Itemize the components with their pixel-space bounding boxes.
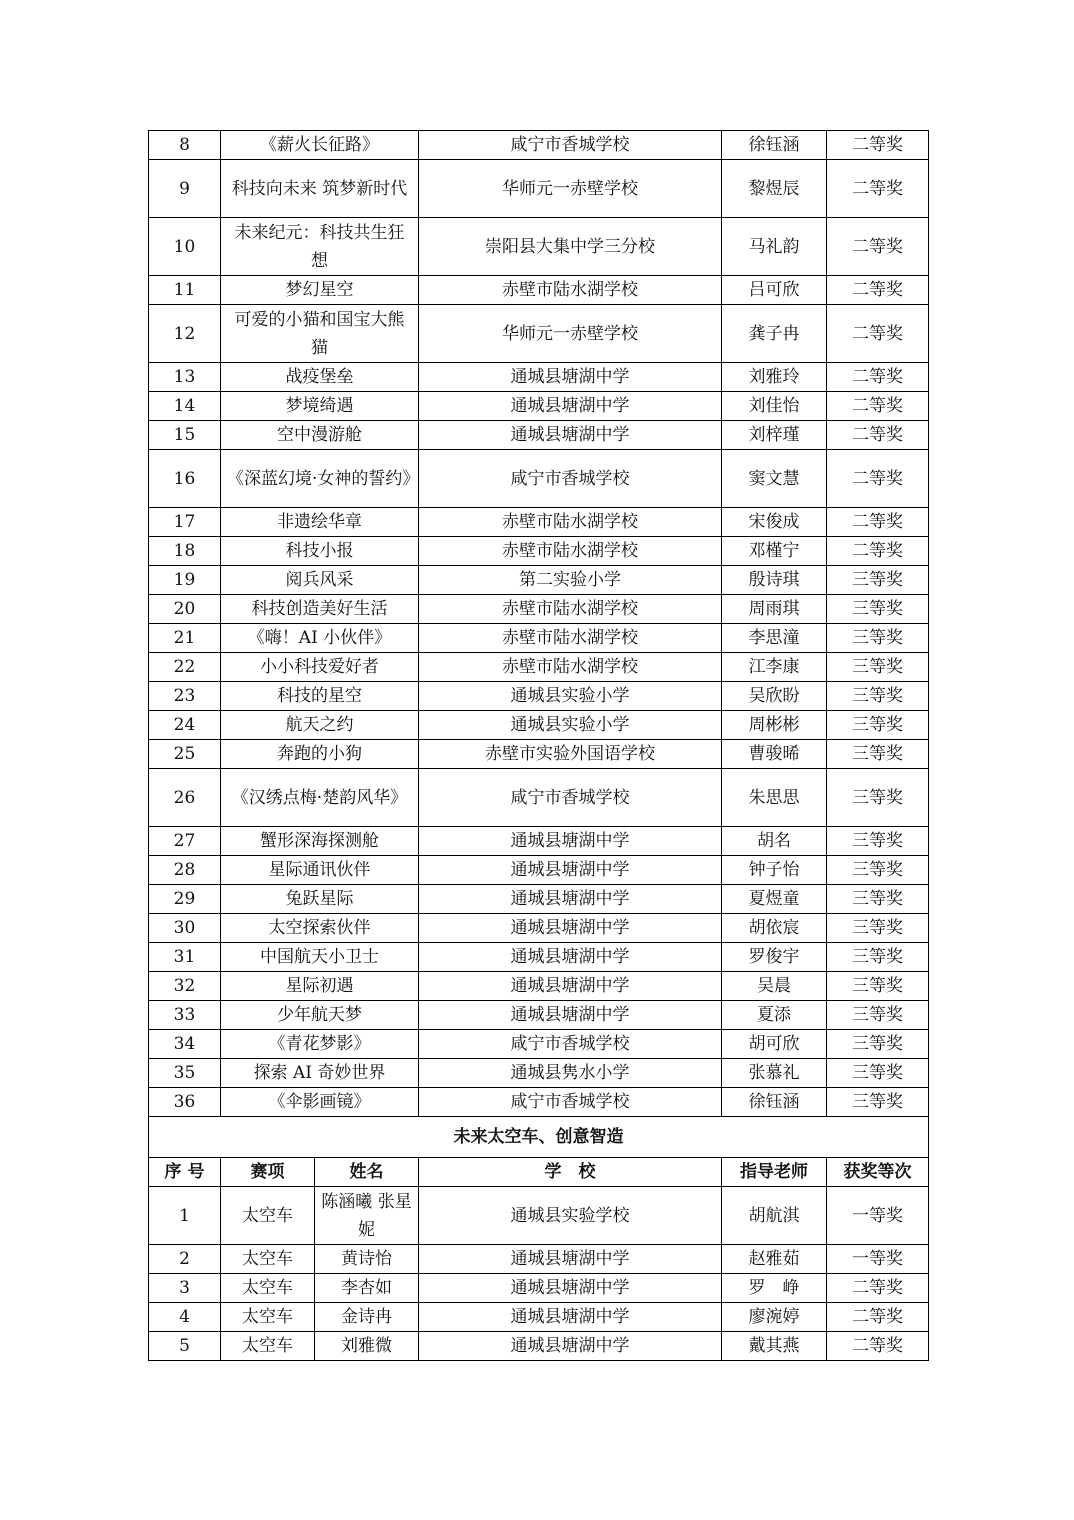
school-cell: 华师元一赤壁学校 [419, 305, 722, 363]
school-cell: 咸宁市香城学校 [419, 450, 722, 508]
work-title-cell: 非遗绘华章 [221, 508, 419, 537]
row-number-cell: 8 [149, 131, 221, 160]
work-title-cell: 奔跑的小狗 [221, 740, 419, 769]
work-title-cell: 《青花梦影》 [221, 1030, 419, 1059]
student-name-cell: 徐钰涵 [722, 1088, 827, 1117]
row-number-cell: 26 [149, 769, 221, 827]
student-name-cell: 胡可欣 [722, 1030, 827, 1059]
work-title-cell: 科技的星空 [221, 682, 419, 711]
school-cell: 咸宁市香城学校 [419, 769, 722, 827]
student-name-cell: 黎煜辰 [722, 160, 827, 218]
school-cell: 通城县实验小学 [419, 682, 722, 711]
row-number-cell: 24 [149, 711, 221, 740]
school-cell: 通城县实验小学 [419, 711, 722, 740]
school-cell: 通城县塘湖中学 [419, 1245, 722, 1274]
table-row [149, 1245, 929, 1274]
work-title-cell: 科技小报 [221, 537, 419, 566]
table-row [149, 537, 929, 566]
student-name-cell: 钟子怡 [722, 856, 827, 885]
award-level-cell: 三等奖 [827, 711, 929, 740]
row-number-cell: 9 [149, 160, 221, 218]
school-cell: 赤壁市陆水湖学校 [419, 624, 722, 653]
table-row [149, 711, 929, 740]
row-number-cell: 27 [149, 827, 221, 856]
row-number-cell: 4 [149, 1303, 221, 1332]
row-number-cell: 5 [149, 1332, 221, 1361]
award-level-cell: 二等奖 [827, 450, 929, 508]
award-level-cell: 三等奖 [827, 1001, 929, 1030]
student-name-cell: 徐钰涵 [722, 131, 827, 160]
table-row [149, 508, 929, 537]
work-title-cell: 战疫堡垒 [221, 363, 419, 392]
school-cell: 崇阳县大集中学三分校 [419, 218, 722, 276]
work-title-cell: 梦幻星空 [221, 276, 419, 305]
table-row [149, 276, 929, 305]
row-number-cell: 36 [149, 1088, 221, 1117]
teacher-cell: 廖涴婷 [722, 1303, 827, 1332]
award-level-cell: 二等奖 [827, 508, 929, 537]
school-cell: 通城县塘湖中学 [419, 392, 722, 421]
row-number-cell: 1 [149, 1187, 221, 1245]
award-level-cell: 二等奖 [827, 392, 929, 421]
school-cell: 赤壁市陆水湖学校 [419, 537, 722, 566]
award-level-cell: 三等奖 [827, 769, 929, 827]
award-level-cell: 二等奖 [827, 537, 929, 566]
row-number-cell: 14 [149, 392, 221, 421]
award-level-cell: 二等奖 [827, 131, 929, 160]
work-title-cell: 中国航天小卫士 [221, 943, 419, 972]
row-number-cell: 2 [149, 1245, 221, 1274]
table-row [149, 1001, 929, 1030]
table-row [149, 1274, 929, 1303]
row-number-cell: 35 [149, 1059, 221, 1088]
row-number-cell: 11 [149, 276, 221, 305]
work-title-cell: 科技创造美好生活 [221, 595, 419, 624]
student-name-cell: 刘佳怡 [722, 392, 827, 421]
award-level-cell: 三等奖 [827, 1030, 929, 1059]
award-level-cell: 三等奖 [827, 885, 929, 914]
header-school: 学 校 [419, 1158, 722, 1187]
table-row [149, 160, 929, 218]
row-number-cell: 29 [149, 885, 221, 914]
school-cell: 咸宁市香城学校 [419, 1088, 722, 1117]
work-title-cell: 《薪火长征路》 [221, 131, 419, 160]
student-name-cell: 江李康 [722, 653, 827, 682]
school-cell: 通城县实验学校 [419, 1187, 722, 1245]
row-number-cell: 16 [149, 450, 221, 508]
school-cell: 通城县塘湖中学 [419, 1332, 722, 1361]
table-row [149, 972, 929, 1001]
work-title-cell: 小小科技爱好者 [221, 653, 419, 682]
row-number-cell: 13 [149, 363, 221, 392]
row-number-cell: 10 [149, 218, 221, 276]
award-level-cell: 一等奖 [827, 1245, 929, 1274]
header-number: 序 号 [149, 1158, 221, 1187]
student-name-cell: 马礼韵 [722, 218, 827, 276]
table-row [149, 305, 929, 363]
event-cell: 太空车 [221, 1332, 315, 1361]
event-cell: 太空车 [221, 1245, 315, 1274]
school-cell: 赤壁市陆水湖学校 [419, 508, 722, 537]
student-name-cell: 夏煜童 [722, 885, 827, 914]
student-name-cell: 窦文慧 [722, 450, 827, 508]
award-level-cell: 三等奖 [827, 740, 929, 769]
work-title-cell: 《深蓝幻境·女神的誓约》 [221, 450, 419, 508]
school-cell: 华师元一赤壁学校 [419, 160, 722, 218]
work-title-cell: 可爱的小猫和国宝大熊猫 [221, 305, 419, 363]
student-name-cell: 罗俊宇 [722, 943, 827, 972]
row-number-cell: 28 [149, 856, 221, 885]
table-row [149, 1332, 929, 1361]
student-name-cell: 邓槿宁 [722, 537, 827, 566]
student-name-cell: 胡依宸 [722, 914, 827, 943]
row-number-cell: 25 [149, 740, 221, 769]
awards-table [148, 130, 929, 1361]
section-title-row [149, 1117, 929, 1158]
table-row [149, 885, 929, 914]
row-number-cell: 15 [149, 421, 221, 450]
student-name-cell: 吕可欣 [722, 276, 827, 305]
student-name-cell: 宋俊成 [722, 508, 827, 537]
row-number-cell: 18 [149, 537, 221, 566]
school-cell: 通城县塘湖中学 [419, 1001, 722, 1030]
row-number-cell: 19 [149, 566, 221, 595]
student-name-cell: 周雨琪 [722, 595, 827, 624]
row-number-cell: 12 [149, 305, 221, 363]
row-number-cell: 30 [149, 914, 221, 943]
row-number-cell: 22 [149, 653, 221, 682]
school-cell: 通城县塘湖中学 [419, 885, 722, 914]
work-title-cell: 蟹形深海探测舱 [221, 827, 419, 856]
student-name-cell: 黄诗怡 [315, 1245, 419, 1274]
school-cell: 通城县塘湖中学 [419, 827, 722, 856]
school-cell: 咸宁市香城学校 [419, 131, 722, 160]
school-cell: 通城县塘湖中学 [419, 363, 722, 392]
table-row [149, 1030, 929, 1059]
school-cell: 咸宁市香城学校 [419, 1030, 722, 1059]
row-number-cell: 23 [149, 682, 221, 711]
student-name-cell: 李思潼 [722, 624, 827, 653]
award-level-cell: 二等奖 [827, 1332, 929, 1361]
table-row [149, 740, 929, 769]
school-cell: 通城县塘湖中学 [419, 943, 722, 972]
work-title-cell: 科技向未来 筑梦新时代 [221, 160, 419, 218]
table-row [149, 682, 929, 711]
award-level-cell: 一等奖 [827, 1187, 929, 1245]
award-level-cell: 二等奖 [827, 1303, 929, 1332]
table-row [149, 1059, 929, 1088]
school-cell: 赤壁市陆水湖学校 [419, 276, 722, 305]
teacher-cell: 罗 峥 [722, 1274, 827, 1303]
award-level-cell: 三等奖 [827, 624, 929, 653]
school-cell: 通城县塘湖中学 [419, 421, 722, 450]
work-title-cell: 《汉绣点梅·楚韵风华》 [221, 769, 419, 827]
event-cell: 太空车 [221, 1187, 315, 1245]
table-row [149, 827, 929, 856]
table-row [149, 914, 929, 943]
work-title-cell: 航天之约 [221, 711, 419, 740]
student-name-cell: 金诗冉 [315, 1303, 419, 1332]
table-row [149, 624, 929, 653]
award-level-cell: 三等奖 [827, 943, 929, 972]
event-cell: 太空车 [221, 1303, 315, 1332]
award-level-cell: 三等奖 [827, 653, 929, 682]
table-row [149, 363, 929, 392]
school-cell: 通城县塘湖中学 [419, 1274, 722, 1303]
row-number-cell: 20 [149, 595, 221, 624]
award-level-cell: 三等奖 [827, 972, 929, 1001]
student-name-cell: 吴晨 [722, 972, 827, 1001]
work-title-cell: 探索 AI 奇妙世界 [221, 1059, 419, 1088]
table-row [149, 653, 929, 682]
header-name: 姓名 [315, 1158, 419, 1187]
student-name-cell: 曹骏晞 [722, 740, 827, 769]
table-row [149, 595, 929, 624]
work-title-cell: 太空探索伙伴 [221, 914, 419, 943]
row-number-cell: 21 [149, 624, 221, 653]
work-title-cell: 未来纪元：科技共生狂想 [221, 218, 419, 276]
student-name-cell: 张慕礼 [722, 1059, 827, 1088]
award-level-cell: 二等奖 [827, 421, 929, 450]
header-award: 获奖等次 [827, 1158, 929, 1187]
work-title-cell: 星际通讯伙伴 [221, 856, 419, 885]
table-row [149, 392, 929, 421]
table-row [149, 566, 929, 595]
award-level-cell: 二等奖 [827, 276, 929, 305]
row-number-cell: 17 [149, 508, 221, 537]
student-name-cell: 龚子冉 [722, 305, 827, 363]
teacher-cell: 胡航淇 [722, 1187, 827, 1245]
table-row [149, 131, 929, 160]
header-teacher: 指导老师 [722, 1158, 827, 1187]
school-cell: 通城县塘湖中学 [419, 972, 722, 1001]
school-cell: 第二实验小学 [419, 566, 722, 595]
school-cell: 赤壁市实验外国语学校 [419, 740, 722, 769]
work-title-cell: 《嗨！AI 小伙伴》 [221, 624, 419, 653]
award-level-cell: 三等奖 [827, 827, 929, 856]
header-event: 赛项 [221, 1158, 315, 1187]
work-title-cell: 梦境绮遇 [221, 392, 419, 421]
work-title-cell: 少年航天梦 [221, 1001, 419, 1030]
award-level-cell: 三等奖 [827, 1059, 929, 1088]
student-name-cell: 刘梓瑾 [722, 421, 827, 450]
award-level-cell: 三等奖 [827, 856, 929, 885]
table-row [149, 856, 929, 885]
student-name-cell: 刘雅微 [315, 1332, 419, 1361]
student-name-cell: 胡名 [722, 827, 827, 856]
table-row [149, 769, 929, 827]
table-row [149, 943, 929, 972]
row-number-cell: 33 [149, 1001, 221, 1030]
work-title-cell: 阅兵风采 [221, 566, 419, 595]
award-level-cell: 二等奖 [827, 218, 929, 276]
row-number-cell: 32 [149, 972, 221, 1001]
table-row [149, 421, 929, 450]
table-row [149, 1088, 929, 1117]
award-level-cell: 三等奖 [827, 595, 929, 624]
table-row [149, 1303, 929, 1332]
school-cell: 赤壁市陆水湖学校 [419, 653, 722, 682]
school-cell: 通城县塘湖中学 [419, 914, 722, 943]
student-name-cell: 吴欣盼 [722, 682, 827, 711]
table-row [149, 450, 929, 508]
section-title: 未来太空车、创意智造 [149, 1117, 929, 1158]
table-row [149, 1187, 929, 1245]
award-level-cell: 三等奖 [827, 914, 929, 943]
student-name-cell: 朱思思 [722, 769, 827, 827]
award-level-cell: 二等奖 [827, 363, 929, 392]
student-name-cell: 夏添 [722, 1001, 827, 1030]
student-name-cell: 刘雅玲 [722, 363, 827, 392]
table-header-row [149, 1158, 929, 1187]
teacher-cell: 赵雅茹 [722, 1245, 827, 1274]
event-cell: 太空车 [221, 1274, 315, 1303]
award-level-cell: 三等奖 [827, 566, 929, 595]
row-number-cell: 3 [149, 1274, 221, 1303]
work-title-cell: 星际初遇 [221, 972, 419, 1001]
award-level-cell: 三等奖 [827, 682, 929, 711]
work-title-cell: 兔跃星际 [221, 885, 419, 914]
work-title-cell: 空中漫游舱 [221, 421, 419, 450]
award-level-cell: 二等奖 [827, 305, 929, 363]
row-number-cell: 31 [149, 943, 221, 972]
school-cell: 赤壁市陆水湖学校 [419, 595, 722, 624]
award-level-cell: 二等奖 [827, 1274, 929, 1303]
award-level-cell: 二等奖 [827, 160, 929, 218]
teacher-cell: 戴其燕 [722, 1332, 827, 1361]
student-name-cell: 周彬彬 [722, 711, 827, 740]
student-name-cell: 李杏如 [315, 1274, 419, 1303]
school-cell: 通城县塘湖中学 [419, 1303, 722, 1332]
student-name-cell: 殷诗琪 [722, 566, 827, 595]
award-level-cell: 三等奖 [827, 1088, 929, 1117]
work-title-cell: 《伞影画镜》 [221, 1088, 419, 1117]
row-number-cell: 34 [149, 1030, 221, 1059]
school-cell: 通城县隽水小学 [419, 1059, 722, 1088]
student-name-cell: 陈涵曦 张星妮 [315, 1187, 419, 1245]
school-cell: 通城县塘湖中学 [419, 856, 722, 885]
table-row [149, 218, 929, 276]
